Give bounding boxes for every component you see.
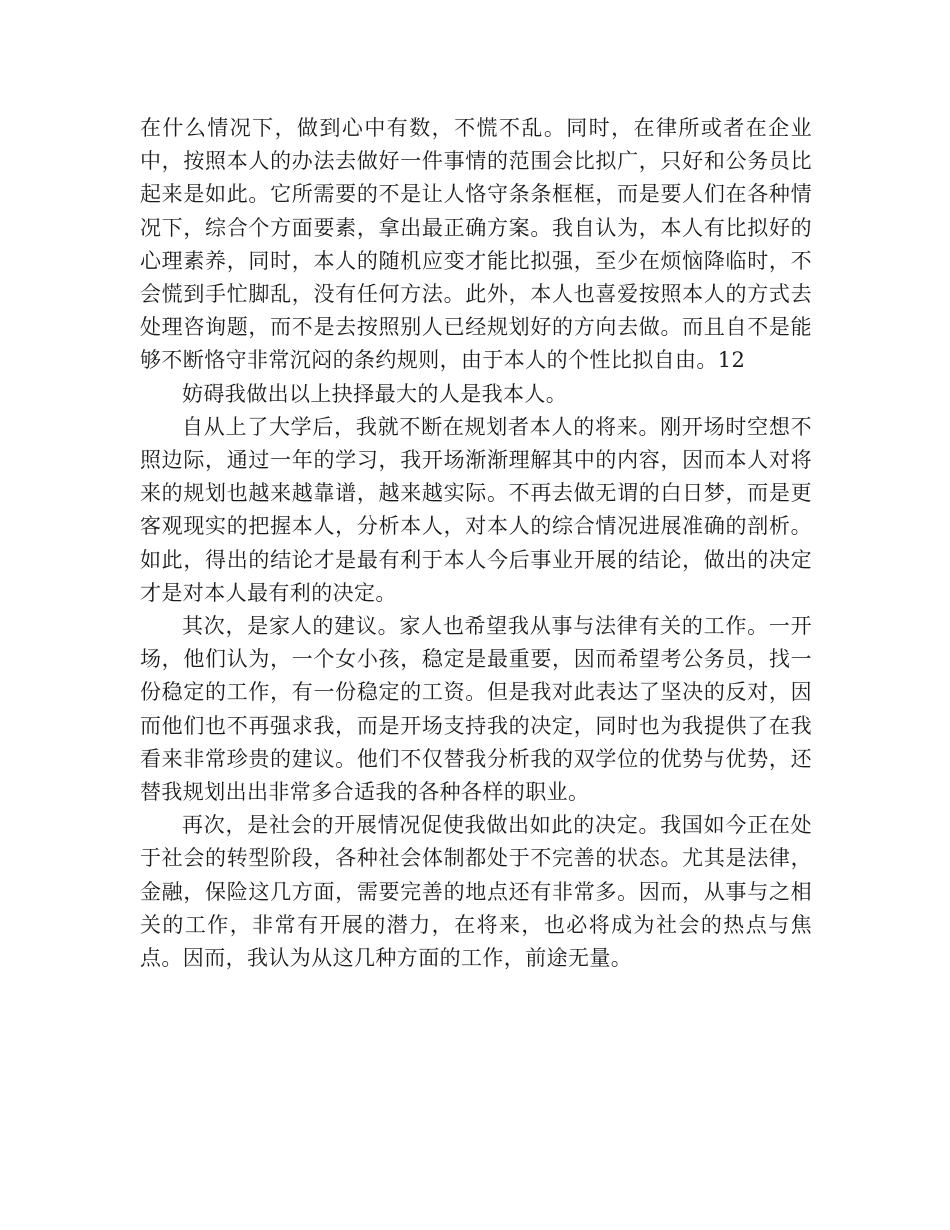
paragraph-5: 再次，是社会的开展情况促使我做出如此的决定。我国如今正在处于社会的转型阶段，各种社会体制都处于不完善的状态。尤其是法律，金融，保险这几方面，需要完善的地点还有非常多。因而，从事与之相关的工作，非常有开展的潜力，在将来，也必将成为社会的热点与焦点。因而，我认为从这几种方面的工作，前途无量。 — [140, 813, 812, 971]
paragraph-1: 在什么情况下，做到心中有数，不慌不乱。同时，在律所或者在企业中，按照本人的办法去做好一件事情的范围会比拟广，只好和公务员比起来是如此。它所需要的不是让人恪守条条框框，而是要人们在各种情况下，综合个方面要素，拿出最正确方案。我自认为，本人有比拟好的心理素养，同时，本人的随机应变才能比拟强，至少在烦恼降临时，不会慌到手忙脚乱，没有任何方法。此外，本人也喜爱按照本人的方式去处理咨询题，而不是去按照别人已经规划好的方向去做。而且自不是能够不断恪守非常沉闷的条约规则，由于本人的个性比拟自由。12 — [140, 116, 812, 373]
paragraph-3: 自从上了大学后，我就不断在规划者本人的将来。刚开场时空想不照边际，通过一年的学习，我开场渐渐理解其中的内容，因而本人对将来的规划也越来越靠谱，越来越实际。不再去做无谓的白日梦，而是更客观现实的把握本人，分析本人，对本人的综合情况进展准确的剖析。如此，得出的结论才是最有利于本人今后事业开展的结论，做出的决定才是对本人最有利的决定。 — [140, 414, 812, 605]
paragraph-2: 妨碍我做出以上抉择最大的人是我本人。 — [182, 381, 568, 406]
paragraph-4: 其次，是家人的建议。家人也希望我从事与法律有关的工作。一开场，他们认为，一个女小孩，稳定是最重要，因而希望考公务员，找一份稳定的工作，有一份稳定的工资。但是我对此表达了坚决的反对，因而他们也不再强求我，而是开场支持我的决定，同时也为我提供了在我看来非常珍贵的建议。他们不仅替我分析我的双学位的优势与优势，还替我规划出出非常多合适我的各种各样的职业。 — [140, 614, 812, 805]
document-body — [140, 112, 812, 975]
